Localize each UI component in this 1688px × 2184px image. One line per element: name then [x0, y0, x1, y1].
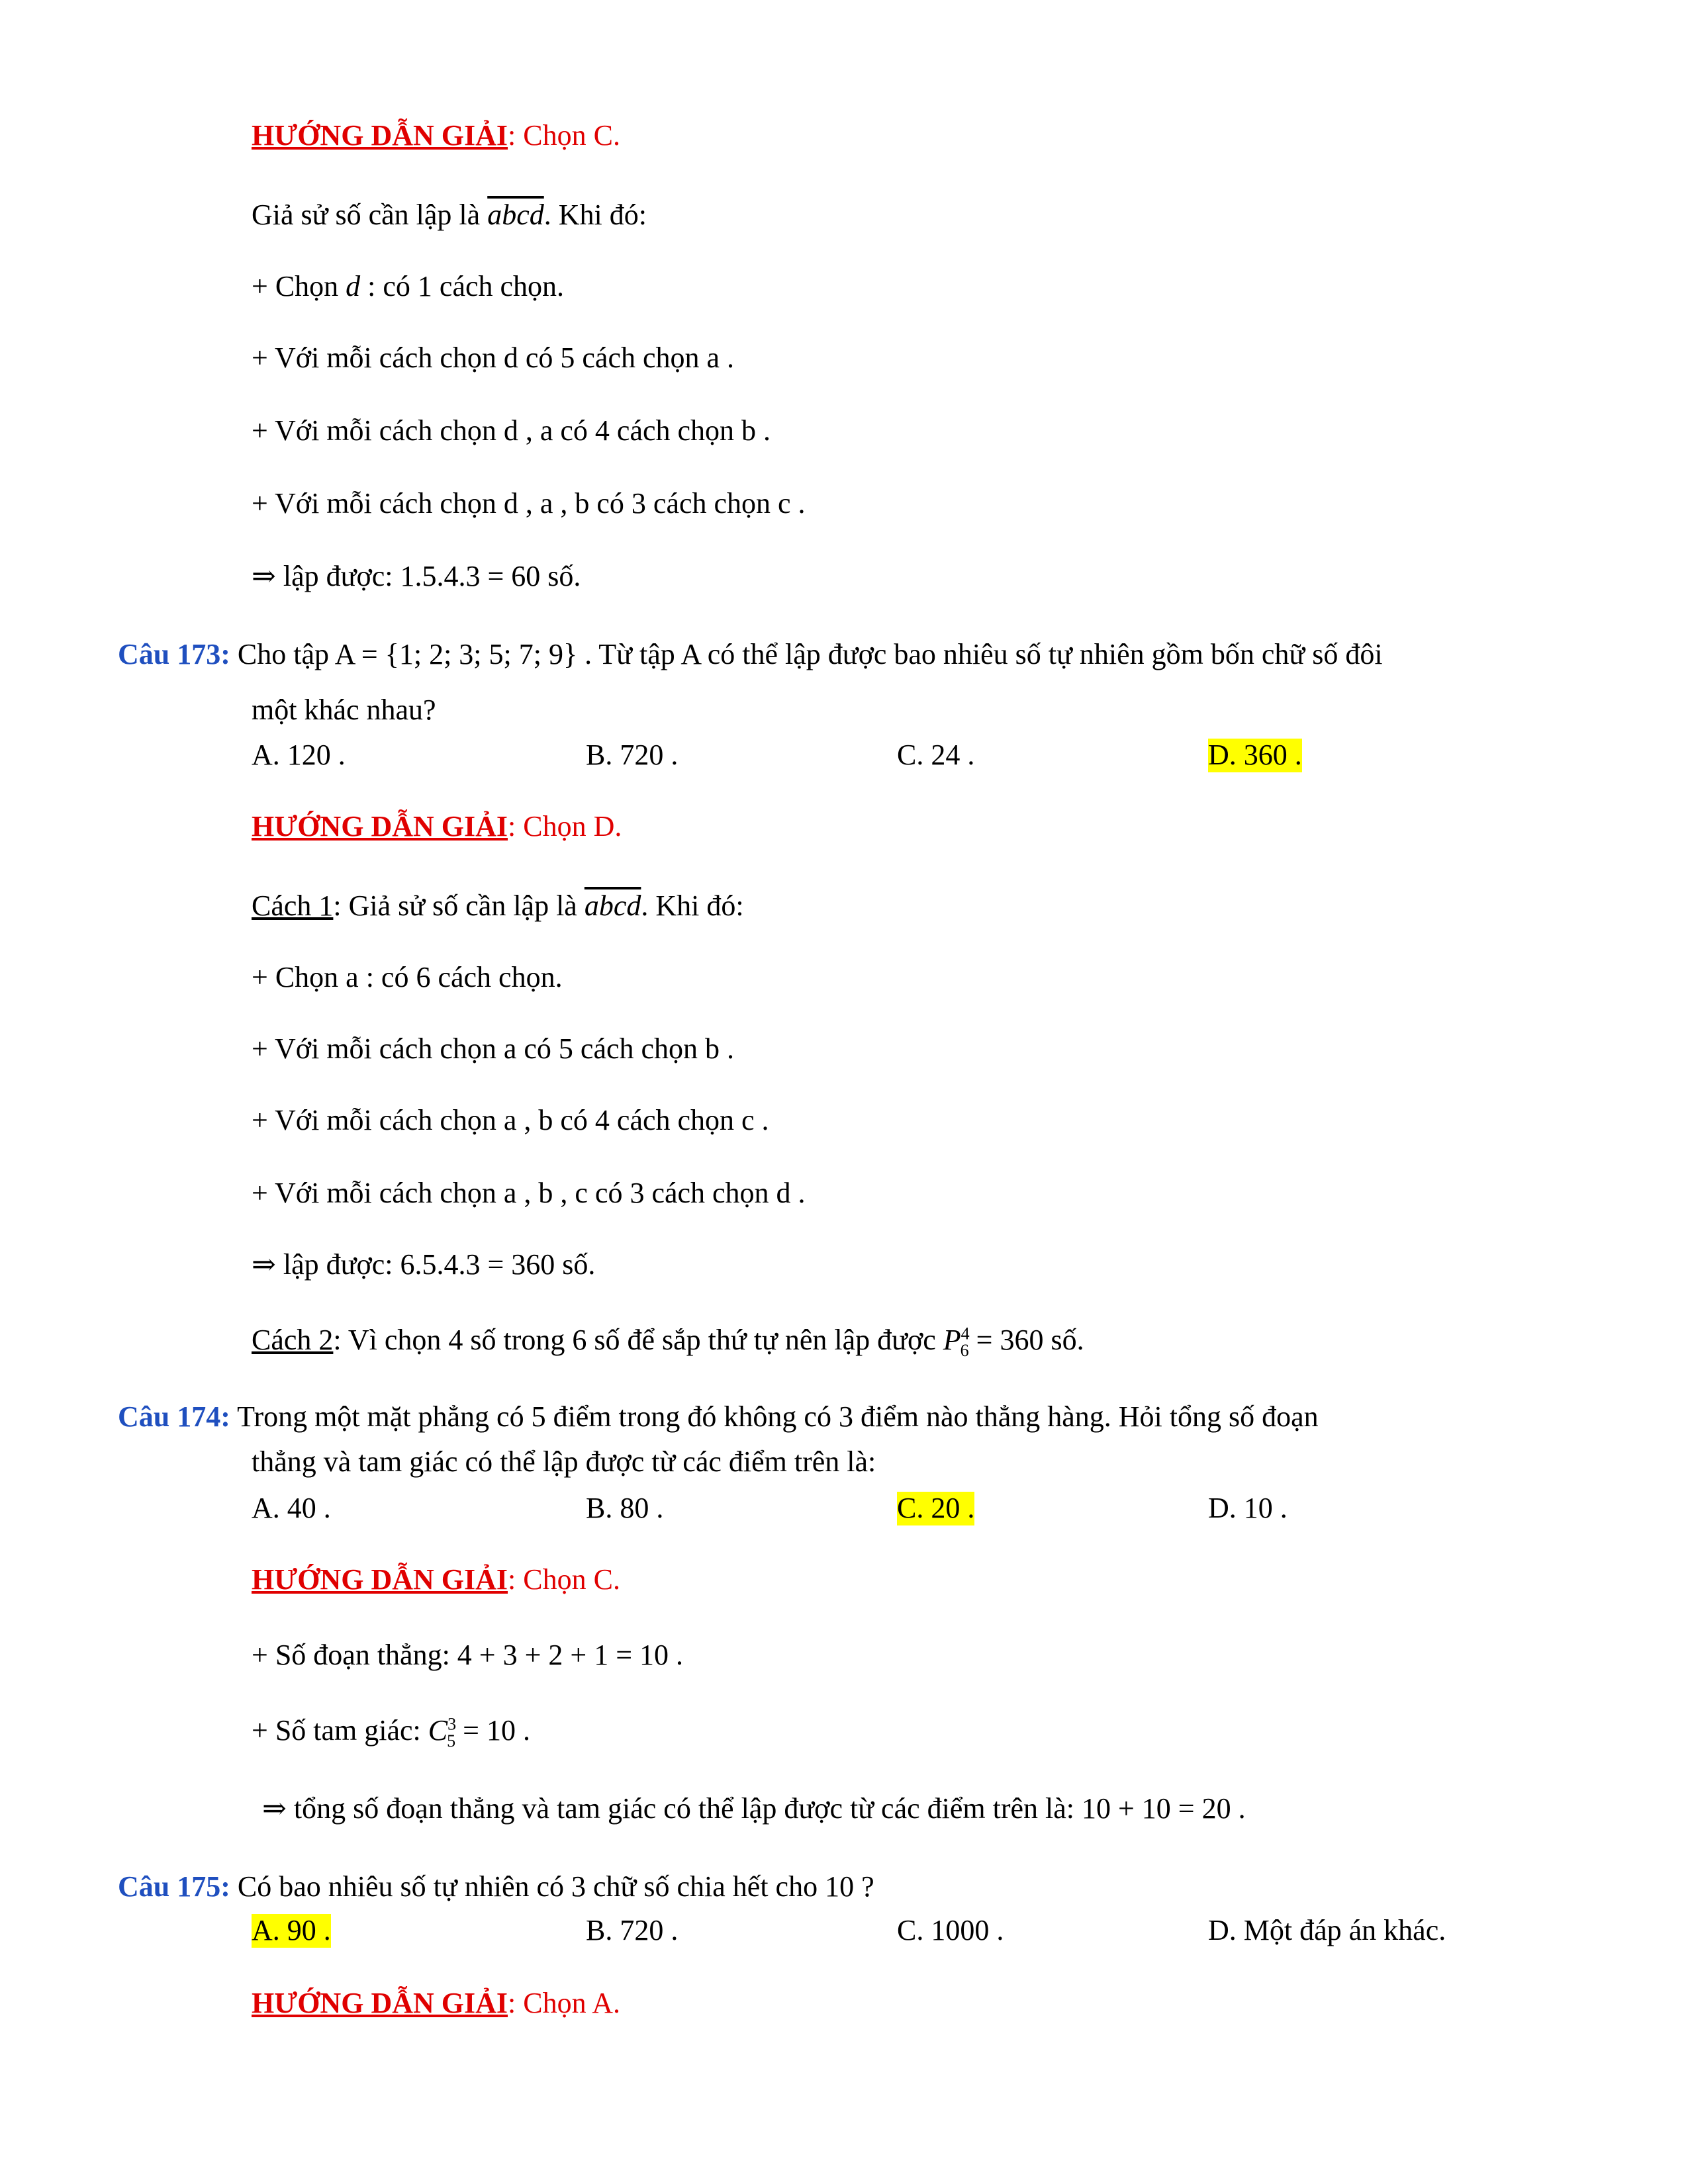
option-d-correct: D. 360 .	[1208, 739, 1302, 771]
question-text-continued: một khác nhau?	[252, 694, 436, 726]
option-a: A. 120 .	[252, 739, 346, 771]
option-a-correct: A. 90 .	[252, 1914, 331, 1946]
solution-line: ⇒ lập được: 6.5.4.3 = 360 số.	[252, 1248, 596, 1281]
solution-line: Cách 1: Giả sử số cần lập là abcd. Khi đó:	[252, 889, 744, 922]
solution-line: + Với mỗi cách chọn d có 5 cách chọn a .	[252, 341, 735, 374]
question-label: Câu 173:	[118, 638, 230, 670]
option-c-correct: C. 20 .	[897, 1492, 975, 1524]
question-175	[118, 1870, 874, 1904]
option-b: B. 720 .	[586, 1914, 679, 1946]
overline-abcd: abcd	[487, 199, 544, 231]
question-label: Câu 174:	[118, 1400, 230, 1433]
option-b: B. 80 .	[586, 1492, 664, 1524]
option-c: C. 24 .	[897, 739, 975, 771]
solution-line: + Với mỗi cách chọn d , a , b có 3 cách chọn c .	[252, 487, 806, 520]
solution-line: ⇒ tổng số đoạn thẳng và tam giác có thể lập được từ các điểm trên là: 10 + 10 = 20 .	[262, 1792, 1246, 1825]
solution-line: + Với mỗi cách chọn a có 5 cách chọn b .	[252, 1032, 735, 1065]
question-text: Trong một mặt phẳng có 5 điểm trong đó không có 3 điểm nào thẳng hàng. Hỏi tổng số đoạn	[230, 1400, 1319, 1433]
solution-heading-173: HƯỚNG DẪN GIẢI: Chọn D.	[252, 810, 622, 842]
solution-line: Cách 2: Vì chọn 4 số trong 6 số để sắp thứ tự nên lập được $P^4_6 = 360$ số.	[252, 1324, 1084, 1360]
overline-abcd: abcd	[584, 889, 641, 922]
question-174	[118, 1400, 1319, 1434]
solution-line: + Số đoạn thẳng: 4 + 3 + 2 + 1 = 10 .	[252, 1639, 684, 1671]
option-b: B. 720 .	[586, 739, 679, 771]
question-text: Có bao nhiêu số tự nhiên có 3 chữ số chia hết cho 10 ?	[230, 1870, 874, 1903]
question-text-continued: thẳng và tam giác có thể lập được từ các điểm trên là:	[252, 1445, 876, 1478]
solution-heading-174: HƯỚNG DẪN GIẢI: Chọn C.	[252, 1563, 620, 1596]
method-1-label: Cách 1	[252, 889, 334, 922]
question-text: Cho tập A = {1; 2; 3; 5; 7; 9} . Từ tập A có thể lập được bao nhiêu số tự nhiên gồm bốn chữ số đôi	[230, 638, 1383, 670]
solution-line: + Chọn a : có 6 cách chọn.	[252, 961, 563, 993]
solution-heading-175: HƯỚNG DẪN GIẢI: Chọn A.	[252, 1987, 620, 2019]
question-label: Câu 175:	[118, 1870, 230, 1903]
solution-line: + Với mỗi cách chọn a , b , c có 3 cách chọn d .	[252, 1177, 806, 1209]
solution-heading-172	[252, 119, 620, 153]
method-2-label: Cách 2	[252, 1324, 334, 1356]
question-173	[118, 638, 1383, 672]
option-d: D. Một đáp án khác.	[1208, 1914, 1446, 1946]
solution-line: + Với mỗi cách chọn a , b có 4 cách chọn c .	[252, 1104, 769, 1136]
solution-line: Giả sử số cần lập là abcd. Khi đó:	[252, 199, 647, 231]
solution-line: + Số tam giác: $C^3_5 = 10$ .	[252, 1714, 530, 1751]
solution-choice: : Chọn C.	[508, 119, 620, 152]
solution-line: + Chọn d : có 1 cách chọn.	[252, 270, 565, 302]
solution-heading-label: HƯỚNG DẪN GIẢI	[252, 119, 508, 152]
option-a: A. 40 .	[252, 1492, 331, 1524]
solution-line: ⇒ lập được: 1.5.4.3 = 60 số.	[252, 560, 581, 592]
solution-line: + Với mỗi cách chọn d , a có 4 cách chọn b .	[252, 414, 771, 447]
option-d: D. 10 .	[1208, 1492, 1288, 1524]
option-c: C. 1000 .	[897, 1914, 1004, 1946]
